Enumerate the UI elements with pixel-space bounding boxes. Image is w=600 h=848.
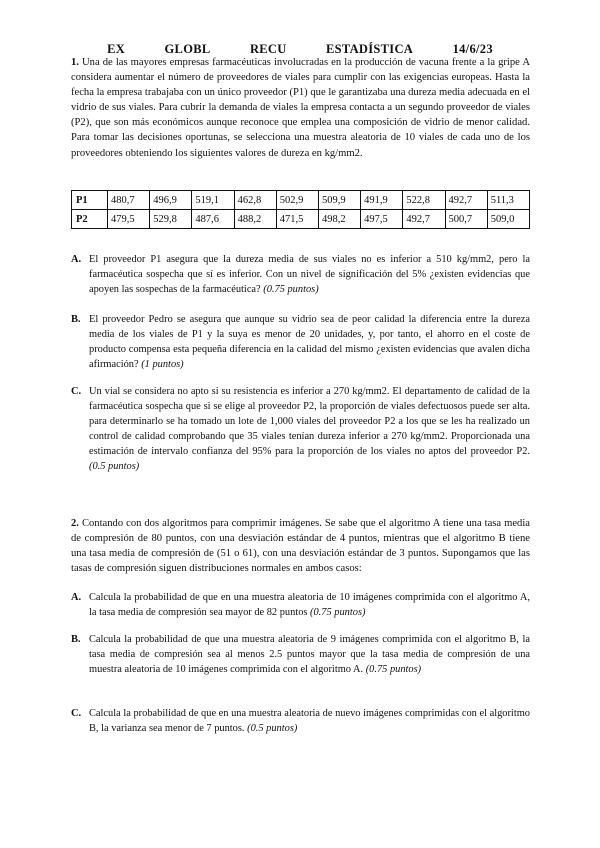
problem-number: 2. [71,518,79,529]
item-text: Un vial se considera no apto si su resistencia es inferior a 270 kg/mm2. El departamento de calidad de la farmacéutica sospecha que si se elige al proveedor P2, la proporción de viales defectuosos puede ser alta. para determinarlo se ha tomado un lote de 1,000 viales del proveedor P2 a los que se les ha realizado un control de calidad comprobando que 35 viales tenían dureza inferior a 270 kg/mm2. Proporcionada una estimación de intervalo confianza del 95% para la proporción de los viales no aptos del proveedor P2. [89,386,530,458]
row-label: P1 [72,191,108,210]
problem-2-item-c [71,706,530,736]
item-text: Calcula la probabilidad de que en una muestra aleatoria de nuevo imágenes comprimidas con el algoritmo B, la varianza sea menor de 7 puntos. [89,708,530,735]
problem-text: Una de las mayores empresas farmacéuticas involucradas en la producción de vacuna frente a la gripe A considera aumentar el número de proveedores de viales para cumplir con las exigencias europeas. Hasta la fecha la empresa trabajaba con un único proveedor (P1) que le garantizaba una dureza media adecuada en el vidrio de sus viales. Para cubrir la demanda de viales la empresa contacta a un segundo proveedor de viales (P2), que son más económicos aunque reconoce que emplea una composición de vidrio de menor calidad. Para tomar las decisiones oportunas, se selecciona una muestra aleatoria de 10 viales de cada uno de los proveedores obteniendo los siguientes valores de dureza en kg/mm2. [71,57,530,159]
item-text: Calcula la probabilidad de que en una muestra aleatoria de 10 imágenes comprimida con el algoritmo A, la tasa media de compresión sea mayor de 82 puntos [89,592,530,619]
table-cell: 522,8 [403,191,445,210]
item-letter: B. [71,314,81,325]
table-cell: 492,7 [445,191,487,210]
table-cell: 500,7 [445,210,487,229]
item-points: (1 puntos) [141,359,184,371]
problem-1-statement [71,55,530,161]
table-cell: 492,7 [403,210,445,229]
table-cell: 519,1 [192,191,234,210]
item-points: (0.75 puntos) [365,664,422,676]
problem-2-item-b [71,632,530,677]
table-cell: 480,7 [108,191,150,210]
item-letter: B. [71,634,81,645]
table-cell: 491,9 [361,191,403,210]
table-cell: 509,9 [318,191,360,210]
table-cell: 471,5 [276,210,318,229]
item-letter: C. [71,708,82,719]
problem-2-statement [71,516,530,576]
header-part: ESTADÍSTICA [326,42,414,56]
problem-1-item-c [71,384,530,475]
item-letter: A. [71,254,82,265]
table-cell: 498,2 [318,210,360,229]
item-text: El proveedor P1 asegura que la dureza media de sus viales no es inferior a 510 kg/mm2, pero la farmacéutica sospecha que sí es inferior. Con un nivel de significación del 5% ¿existen evidencias que apoyen las sospechas de la farmacéutica? [89,254,530,296]
table-row [72,210,530,229]
item-letter: A. [71,592,82,603]
header-part: RECU [249,42,287,56]
item-text: El proveedor Pedro se asegura que aunque su vidrio sea de peor calidad la diferencia entre la dureza media de los viales de P1 y la suya es menor de 20 unidades, y, por tanto, el ahorro en el coste de producto compensa esta pequeña diferencia en la calidad del mismo ¿existen evidencias que avalen dicha afirmación? [89,314,530,371]
table-cell: 462,8 [234,191,276,210]
problem-text: Contando con dos algoritmos para comprimir imágenes. Se sabe que el algoritmo A tiene una tasa media de compresión de 80 puntos, con una desviación estándar de 4 puntos, mientras que el algoritmo B tiene una tasa media de compresión de (51 o 61), con una desviación estándar de 3 puntos. Supongamos que las tasas de compresión siguen distribuciones normales en ambos casos: [71,518,530,575]
row-label: P2 [72,210,108,229]
table-cell: 497,5 [361,210,403,229]
header-date: 14/6/23 [452,42,493,56]
table-cell: 487,6 [192,210,234,229]
table-row [72,191,530,210]
header-part: GLOBL [164,42,211,56]
problem-1-item-b [71,312,530,372]
item-points: (0.75 puntos) [310,607,366,619]
problem-number: 1. [71,57,79,68]
header-part: EX [107,42,126,56]
table-cell: 479,5 [108,210,150,229]
table-cell: 509,0 [487,210,529,229]
hardness-table [71,190,530,229]
item-points: (0.5 puntos) [89,461,140,473]
item-points: (0.5 puntos) [247,723,298,735]
item-text: Calcula la probabilidad de que una muestra aleatoria de 9 imágenes comprimida con el algoritmo B, la tasa media de compresión sea al menos 2.5 puntos mayor que la tasa media de compresión de una muestra aleatoria de 10 imágenes comprimida con el algoritmo A. [89,634,530,676]
problem-2-item-a [71,590,530,620]
item-points: (0.75 puntos) [263,284,319,296]
table-cell: 502,9 [276,191,318,210]
table-cell: 496,9 [150,191,192,210]
table-cell: 529,8 [150,210,192,229]
table-cell: 511,3 [487,191,529,210]
problem-1-item-a [71,252,530,297]
item-letter: C. [71,386,82,397]
table-cell: 488,2 [234,210,276,229]
